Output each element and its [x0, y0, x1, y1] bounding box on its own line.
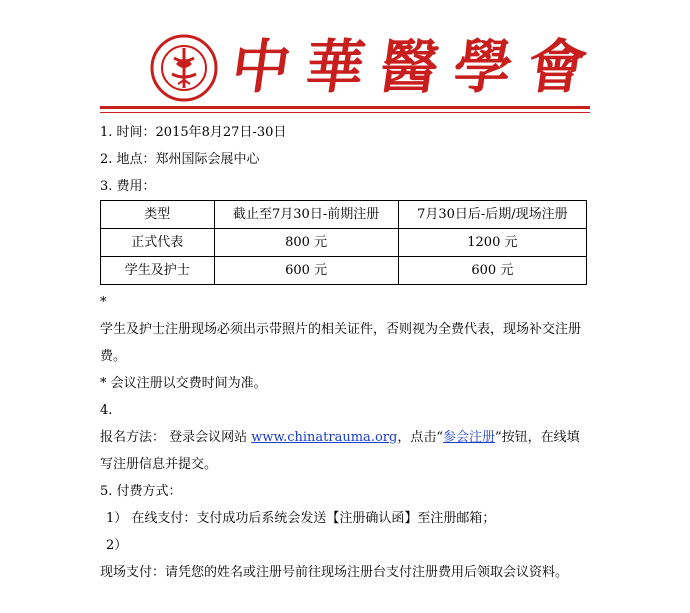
registration-method: [100, 424, 590, 478]
header-rule-thin: [100, 112, 590, 113]
registration-suffix: ”按钮，在线填写注册信息并提交。: [100, 430, 580, 472]
time-item: 1. 时间：2015年8月27日-30日: [100, 125, 287, 140]
letterhead: [0, 0, 690, 118]
fee-heading: 3. 费用：: [100, 179, 156, 194]
onsite-payment: 现场支付：请凭您的姓名或注册号前往现场注册台支付注册费用后领取会议资料。: [100, 565, 569, 580]
table-cell: 学生及护士: [101, 257, 215, 285]
table-cell: 800 元: [214, 229, 398, 257]
table-header-cell: 截止至7月30日-前期注册: [214, 201, 398, 229]
table-cell: 600 元: [214, 257, 398, 285]
header-rule: [100, 106, 590, 109]
table-cell: 600 元: [398, 257, 586, 285]
payment-heading: 5. 付费方式：: [100, 484, 182, 499]
table-row: [101, 257, 587, 285]
online-payment: 1） 在线支付：支付成功后系统会发送【注册确认函】至注册邮箱；: [106, 511, 496, 526]
student-note: 学生及护士注册现场必须出示带照片的相关证件，否则视为全费代表，现场补交注册费。: [100, 322, 582, 364]
table-cell: 正式代表: [101, 229, 215, 257]
time-note: * 会议注册以交费时间为准。: [100, 376, 267, 391]
registration-middle: ，点击“: [397, 430, 443, 445]
table-row: [101, 229, 587, 257]
note-star: *: [100, 295, 107, 310]
conference-website-link[interactable]: www.chinatrauma.org: [251, 430, 398, 445]
place-item: 2. 地点：郑州国际会展中心: [100, 152, 260, 167]
document-body: [100, 119, 590, 586]
register-link[interactable]: 参会注册: [442, 430, 495, 445]
brand-title: 中華醫學會: [227, 33, 607, 101]
table-header-cell: 类型: [101, 201, 215, 229]
registration-number: 4.: [100, 403, 113, 418]
association-emblem-icon: [150, 34, 218, 102]
onsite-payment-number: 2）: [106, 538, 128, 553]
table-cell: 1200 元: [398, 229, 586, 257]
registration-prefix: 报名方法： 登录会议网站: [100, 430, 252, 445]
fee-table: [100, 200, 587, 285]
table-header-row: [101, 201, 587, 229]
table-header-cell: 7月30日后-后期/现场注册: [398, 201, 586, 229]
